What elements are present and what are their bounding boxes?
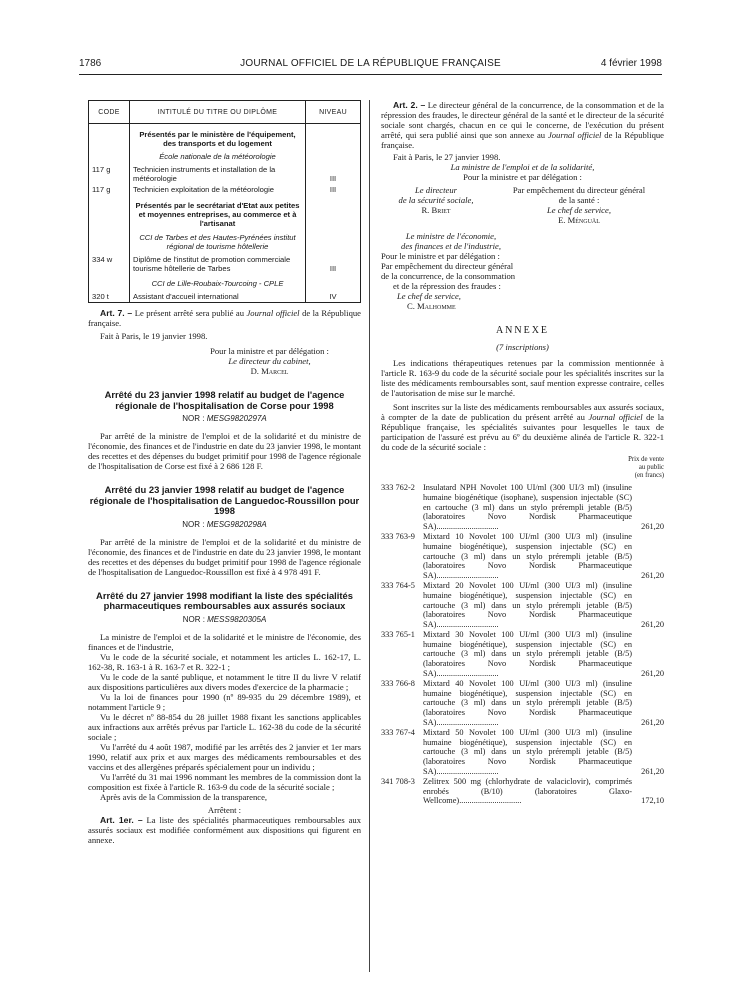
minister-signature: Le ministre de l'économie, des finances et de l'industrie, — [401, 231, 501, 251]
decree-title: Arrêté du 23 janvier 1998 relatif au budget de l'agence régionale de l'hospitalisation de Corse pour 1998 — [104, 389, 345, 411]
table-row: École nationale de la météorologie — [89, 149, 361, 164]
medicine-entry: 333 767-4 Mixtard 50 Novolet 100 UI/ml (300 UI/3 ml) (insuline humaine biogénétique), suspension injectable (SC) en cartouche (3 ml) dans un stylo prérempli jetable (B/5) (laboratoires Novo Nordisk Pharmaceutique SA).............................. 261,20 — [381, 728, 664, 776]
table-row: Présentés par le secrétariat d'Etat aux petites et moyennes entreprises, au commerce et à l'artisanat — [89, 195, 361, 229]
medicine-entry: 333 763-9 Mixtard 10 Novolet 100 UI/ml (300 UI/3 ml) (insuline humaine biogénétique), suspension injectable (SC) en cartouche (3 ml) dans un stylo prérempli jetable (B/5) (laboratoires Novo Nordisk Pharmaceutique SA).............................. 261,20 — [381, 532, 664, 580]
header-rule — [79, 74, 662, 75]
signature-line: et de la répression des fraudes : — [393, 281, 501, 291]
column-divider — [369, 100, 370, 972]
visa-paragraph: Vu le décret nº 88-854 du 28 juillet 1988 fixant les sanctions applicables aux infractions aux arrêtés prévus par l'article L. 162-38 du code de la sécurité sociale ; — [88, 711, 361, 742]
table-row: 117 g Technicien exploitation de la météorologie III — [89, 184, 361, 195]
visa-paragraph: Vu l'arrêté du 31 mai 1996 nommant les membres de la commission dont la composition est fixée à l'article R. 163-9 du code de la sécurité sociale ; — [88, 771, 361, 792]
inscriptions-count: (7 inscriptions) — [496, 342, 549, 352]
page-header — [79, 58, 662, 72]
visa-paragraph: La ministre de l'emploi et de la solidarité et le ministre de l'économie, des finances et de l'industrie, — [88, 631, 361, 652]
medicine-entry: 333 765-1 Mixtard 30 Novolet 100 UI/ml (300 UI/3 ml) (insuline humaine biogénétique), suspension injectable (SC) en cartouche (3 ml) dans un stylo prérempli jetable (B/5) (laboratoires Novo Nordisk Pharmaceutique SA).............................. 261,20 — [381, 630, 664, 678]
signature-line: Pour la ministre et par délégation : — [210, 346, 329, 356]
col-header-code: CODE — [89, 101, 130, 124]
left-column — [88, 100, 361, 845]
nor-reference: NOR : MESG9820298A — [182, 519, 267, 529]
signature-line: de la concurrence, de la consommation — [381, 271, 516, 281]
article-1: Art. 1er. – La liste des spécialités pharmaceutiques remboursables aux assurés sociaux est modifiée conformément aux dispositions qui figurent en annexe. — [88, 814, 362, 845]
signature-line: Le chef de service, — [397, 291, 461, 301]
issue-date: 4 février 1998 — [600, 58, 662, 69]
signing-date: Fait à Paris, le 19 janvier 1998. — [100, 331, 208, 341]
visa-paragraph: Vu le code de la sécurité sociale, et notamment les articles L. 162-17, L. 162-38, R. 163-1 à R. 163-7 et R. 322-1 ; — [88, 651, 361, 672]
signature-right: Par empêchement du directeur général de la santé : Le chef de service, E. Ménguäl — [512, 185, 646, 225]
journal-title: JOURNAL OFFICIEL DE LA RÉPUBLIQUE FRANÇAISE — [240, 58, 501, 69]
visa-paragraph: Après avis de la Commission de la transparence, — [100, 791, 268, 802]
annex-paragraph: Les indications thérapeutiques retenues par la commission mentionnée à l'article R. 163-9 du code de la sécurité sociale pour les spécialités inscrites sur la liste des médicaments remboursables sont, sauf mention expresse contraire, celles de l'autorisation de mise sur le marché. — [381, 358, 664, 398]
decree-title: Arrêté du 23 janvier 1998 relatif au budget de l'agence régionale de l'hospitalisation de Languedoc-Roussillon pour 1998 — [89, 484, 360, 516]
signing-date: Fait à Paris, le 27 janvier 1998. — [393, 152, 501, 162]
medicine-entry: 341 708-3 Zelitrex 500 mg (chlorhydrate de valaciclovir), comprimés enrobés (B/10) (laboratoires Glaxo-Wellcome).............................. 172,10 — [381, 777, 664, 806]
visa-paragraph: Vu la loi de finances pour 1990 (nº 89-935 du 29 décembre 1989), et notamment l'article 9 ; — [88, 691, 361, 712]
visa-paragraph: Vu le code de la santé publique, et notamment le titre II du livre V relatif aux dispositions particulières aux divers modes d'exercice de la pharmacie ; — [88, 671, 361, 692]
col-header-level: NIVEAU — [306, 101, 361, 124]
table-row: Présentés par le ministère de l'équipement, des transports et du logement — [89, 124, 361, 150]
signature-line: Par empêchement du directeur général — [381, 261, 514, 271]
signature-left: Le directeur de la sécurité sociale, R. Briet — [398, 185, 474, 215]
table-row: 334 w Diplôme de l'institut de promotion commerciale tourisme hôtellerie de Tarbes III — [89, 254, 361, 274]
right-column — [381, 100, 664, 807]
decree-body: Par arrêté de la ministre de l'emploi et de la solidarité et du ministre de l'économie, des finances et de l'industrie en date du 23 janvier 1998, le montant des recettes et des dépenses du budget primitif pour 1998 de l'agence régionale de l'hospitalisation de Languedoc-Roussillon est fixé à 4 978 491 F. — [88, 536, 362, 577]
arretent-heading: Arrêtent : — [207, 804, 242, 815]
signature-name: C. Malhomme — [407, 301, 456, 311]
decree-title: Arrêté du 27 janvier 1998 modifiant la liste des spécialités pharmaceutiques remboursables aux assurés sociaux — [96, 589, 353, 611]
table-row: CCI de Lille-Roubaix-Tourcoing - CPLE — [89, 274, 361, 291]
medicine-entry: 333 764-5 Mixtard 20 Novolet 100 UI/ml (300 UI/3 ml) (insuline humaine biogénétique), suspension injectable (SC) en cartouche (3 ml) dans un stylo prérempli jetable (B/5) (laboratoires Novo Nordisk Pharmaceutique SA).............................. 261,20 — [381, 581, 664, 629]
signature-line: Pour la ministre et par délégation : — [463, 172, 582, 182]
signature-line: La ministre de l'emploi et de la solidarité, — [450, 162, 595, 172]
article-2: Art. 2. – Le directeur général de la concurrence, de la consommation et de la répression des fraudes, le directeur général de la santé et le directeur de la sécurité sociale sont chargés, chacun en ce qui le concerne, de l'exécution du présent arrêté, qui sera publié ainsi que son annexe au Journal officiel de la République française. — [381, 100, 664, 150]
visa-paragraph: Vu l'arrêté du 4 août 1987, modifié par les arrêtés des 2 janvier et 1er mars 1990, relatif aux prix et aux marges des médicaments remboursables et des vaccins et des allergènes préparés spécialement pour un individu ; — [88, 741, 361, 772]
signature-block — [381, 185, 664, 225]
signature-line: Le directeur du cabinet, — [228, 356, 311, 366]
article-7: Art. 7. – Le présent arrêté sera publié au Journal officiel de la République française. — [88, 308, 361, 328]
page-number: 1786 — [79, 58, 102, 69]
signature-name: D. Marcel — [250, 366, 289, 376]
table-row: CCI de Tarbes et des Hautes-Pyrénées institut régional de tourisme hôtellerie — [89, 229, 361, 254]
col-header-title: INTITULÉ DU TITRE OU DIPLÔME — [130, 101, 306, 124]
table-row: 117 g Technicien instruments et installation de la météorologie III — [89, 164, 361, 184]
diploma-table — [88, 100, 361, 303]
annex-heading: ANNEXE — [495, 325, 550, 336]
nor-reference: NOR : MESS9820305A — [182, 614, 267, 624]
annex-paragraph: Sont inscrites sur la liste des médicaments remboursables aux assurés sociaux, à compter de la date de publication du présent arrêté au Journal officiel de la République française, les spécialités suivantes pour lesquelles le taux de participation de l'assuré est prévu au 6º du deuxième alinéa de l'article R. 322-1 du code de la sécurité sociale : — [381, 402, 664, 452]
price-column-header: Prix de vente au public (en francs) — [628, 456, 664, 479]
nor-reference: NOR : MESG9820297A — [182, 414, 267, 423]
signature-line: Pour le ministre et par délégation : — [381, 251, 500, 261]
medicine-entry: 333 766-8 Mixtard 40 Novolet 100 UI/ml (300 UI/3 ml) (insuline humaine biogénétique), suspension injectable (SC) en cartouche (3 ml) dans un stylo prérempli jetable (B/5) (laboratoires Novo Nordisk Pharmaceutique SA).............................. 261,20 — [381, 679, 664, 727]
medicine-entry: 333 762-2 Insulatard NPH Novolet 100 UI/ml (300 UI/3 ml) (insuline humaine biogénétique (isophane), suspension injectable (SC) en cartouche (3 ml) dans un stylo prérempli jetable (B/5) (laboratoires Novo Nordisk Pharmaceutique SA).............................. 261,20 — [381, 483, 664, 531]
table-row: 320 t Assistant d'accueil international IV — [89, 291, 361, 303]
decree-body: Par arrêté de la ministre de l'emploi et de la solidarité et du ministre de l'économie, des finances et de l'industrie en date du 23 janvier 1998, le montant des recettes et des dépenses du budget primitif pour 1998 de l'agence régionale de l'hospitalisation de Corse est fixé à 2 686 128 F. — [88, 431, 362, 471]
